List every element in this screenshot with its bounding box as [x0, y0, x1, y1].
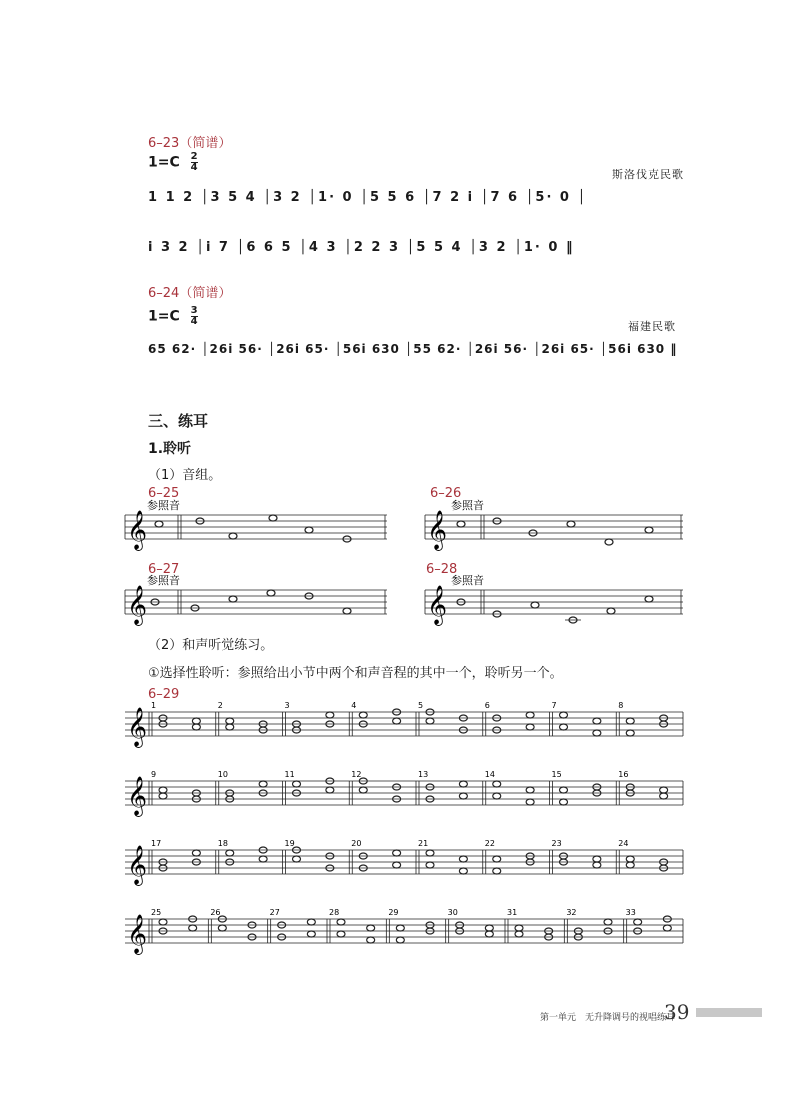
reference-note-label: 参照音 [147, 574, 180, 587]
note-head [626, 730, 634, 736]
measure-number: 23 [551, 839, 562, 848]
note-head [660, 787, 668, 793]
measure-number: 24 [618, 839, 629, 848]
note-head [660, 793, 668, 799]
note-head [367, 937, 375, 943]
measure-number: 2 [217, 701, 223, 710]
song-origin: 斯洛伐克民歌 [612, 168, 684, 181]
measure-number: 1 [151, 701, 157, 710]
note-head [367, 925, 375, 931]
measure-number: 6 [484, 701, 490, 710]
note-head [393, 850, 401, 856]
jianpu-line-1: 1 1 2 │3 5 4 │3 2 │1· 0 │5 5 6 │7 2 i │7 6 │5· 0 │ [148, 190, 588, 205]
note-head [307, 919, 315, 925]
measure-number: 17 [151, 839, 162, 848]
note-head [426, 862, 434, 868]
harmony-row-1 [125, 701, 683, 748]
note-head [560, 724, 568, 730]
measure-number: 32 [566, 908, 577, 917]
treble-clef-icon: 𝄞 [427, 510, 448, 550]
exercise-label-6-25: 6–25 [148, 486, 180, 501]
note-head [526, 787, 534, 793]
note-head [192, 724, 200, 730]
note-head [663, 925, 671, 931]
measure-number: 9 [151, 770, 157, 779]
note-head [293, 781, 301, 787]
note-head [626, 718, 634, 724]
instruction-text: ①选择性聆听：参照给出小节中两个和声音程的其中一个，聆听另一个。 [148, 666, 563, 681]
exercise-label-6-28: 6–28 [426, 562, 458, 577]
note-head [226, 850, 234, 856]
measure-number: 7 [551, 701, 557, 710]
exercise-label-6-23: 6–23（简谱） [148, 136, 232, 151]
note-head [192, 718, 200, 724]
harmony-row-4 [125, 908, 683, 955]
measure-number: 16 [618, 770, 629, 779]
measure-number: 22 [484, 839, 495, 848]
reference-note-label: 参照音 [147, 499, 180, 512]
note-head [396, 925, 404, 931]
measure-number: 14 [484, 770, 495, 779]
time-bottom: 4 [190, 162, 198, 173]
measure-number: 26 [210, 908, 221, 917]
note-head [226, 724, 234, 730]
measure-number: 33 [625, 908, 636, 917]
note-head [560, 712, 568, 718]
exercise-label-6-27: 6–27 [148, 562, 180, 577]
time-bottom: 4 [190, 316, 198, 327]
measure-number: 25 [151, 908, 162, 917]
measure-number: 8 [618, 701, 624, 710]
measure-number: 18 [217, 839, 228, 848]
measure-number: 10 [217, 770, 228, 779]
note-head [326, 712, 334, 718]
note-head [626, 862, 634, 868]
footer-bar [696, 1008, 762, 1017]
note-head [459, 868, 467, 874]
note-head [493, 856, 501, 862]
note-head [259, 856, 267, 862]
note-head [593, 730, 601, 736]
page-number: 39 [664, 1000, 690, 1024]
note-head [159, 787, 167, 793]
treble-clef-icon: 𝄞 [127, 707, 148, 747]
exercise-label-6-24: 6–24（简谱） [148, 286, 232, 301]
note-head [426, 850, 434, 856]
time-top: 2 [190, 151, 198, 162]
measure-number: 15 [551, 770, 562, 779]
measure-number: 3 [284, 701, 290, 710]
measure-number: 12 [351, 770, 362, 779]
treble-clef-icon: 𝄞 [127, 914, 148, 954]
note-head [526, 724, 534, 730]
note-head [359, 712, 367, 718]
key-text: 1=C [148, 308, 180, 325]
note-head [337, 931, 345, 937]
note-head [359, 787, 367, 793]
note-head [226, 718, 234, 724]
note-head [593, 718, 601, 724]
measure-number: 29 [388, 908, 399, 917]
staff-6-26 [425, 498, 683, 551]
reference-note-label: 参照音 [451, 574, 484, 587]
note-head [493, 868, 501, 874]
measure-number: 27 [269, 908, 280, 917]
note-head [526, 799, 534, 805]
item-label: （1）音组。 [148, 468, 222, 483]
note-head [337, 919, 345, 925]
section-title: 三、练耳 [148, 412, 209, 430]
measure-number: 19 [284, 839, 295, 848]
harmony-row-3 [125, 839, 683, 886]
note-head [604, 919, 612, 925]
note-head [293, 856, 301, 862]
note-head [192, 850, 200, 856]
treble-clef-icon: 𝄞 [127, 585, 148, 625]
staff-6-25 [125, 498, 387, 551]
note-head [159, 793, 167, 799]
note-head [493, 793, 501, 799]
staff-6-27 [125, 573, 387, 626]
note-head [459, 781, 467, 787]
treble-clef-icon: 𝄞 [127, 845, 148, 885]
note-head [593, 862, 601, 868]
note-head [493, 781, 501, 787]
note-head [560, 787, 568, 793]
time-top: 3 [190, 305, 198, 316]
key-text: 1=C [148, 154, 180, 171]
song-origin: 福建民歌 [628, 320, 676, 333]
note-head [307, 931, 315, 937]
jianpu-line-3: 65 62· │26i 56· │26i 65· │56i 630 │55 62· │26i 56· │26i 65· │56i 630 ‖ [148, 342, 678, 356]
note-head [259, 781, 267, 787]
treble-clef-icon: 𝄞 [427, 585, 448, 625]
measure-number: 21 [418, 839, 429, 848]
note-head [593, 856, 601, 862]
note-head [515, 925, 523, 931]
note-head [393, 718, 401, 724]
measure-number: 13 [418, 770, 429, 779]
note-head [560, 799, 568, 805]
measure-number: 31 [507, 908, 518, 917]
measure-number: 11 [284, 770, 295, 779]
note-head [218, 925, 226, 931]
note-head [426, 718, 434, 724]
note-head [626, 856, 634, 862]
measure-number: 28 [329, 908, 340, 917]
treble-clef-icon: 𝄞 [127, 510, 148, 550]
note-head [159, 919, 167, 925]
note-head [189, 925, 197, 931]
exercise-label-6-29: 6–29 [148, 687, 180, 702]
footer-unit-title: 第一单元 无升降调号的视唱练耳 [540, 1013, 676, 1023]
measure-number: 4 [351, 701, 357, 710]
reference-note-label: 参照音 [451, 499, 484, 512]
harmony-exercise-6-29 [125, 701, 683, 955]
note-head [396, 937, 404, 943]
note-head [485, 931, 493, 937]
note-head [459, 856, 467, 862]
measure-number: 30 [447, 908, 458, 917]
subsection-title: 1.聆听 [148, 441, 192, 457]
note-head [634, 919, 642, 925]
note-head [515, 931, 523, 937]
harmony-row-2 [125, 770, 683, 817]
jianpu-line-2: i 3 2 │i 7 │6 6 5 │4 3 │2 2 3 │5 5 4 │3 2 │1· 0 ‖ [148, 240, 575, 255]
staff-6-28 [425, 573, 683, 626]
note-head [393, 862, 401, 868]
item-label: （2）和声听觉练习。 [148, 638, 274, 653]
measure-number: 5 [418, 701, 424, 710]
measure-number: 20 [351, 839, 362, 848]
exercise-label-6-26: 6–26 [430, 486, 462, 501]
note-head [526, 712, 534, 718]
note-head [459, 793, 467, 799]
treble-clef-icon: 𝄞 [127, 776, 148, 816]
note-head [326, 787, 334, 793]
note-head [485, 925, 493, 931]
